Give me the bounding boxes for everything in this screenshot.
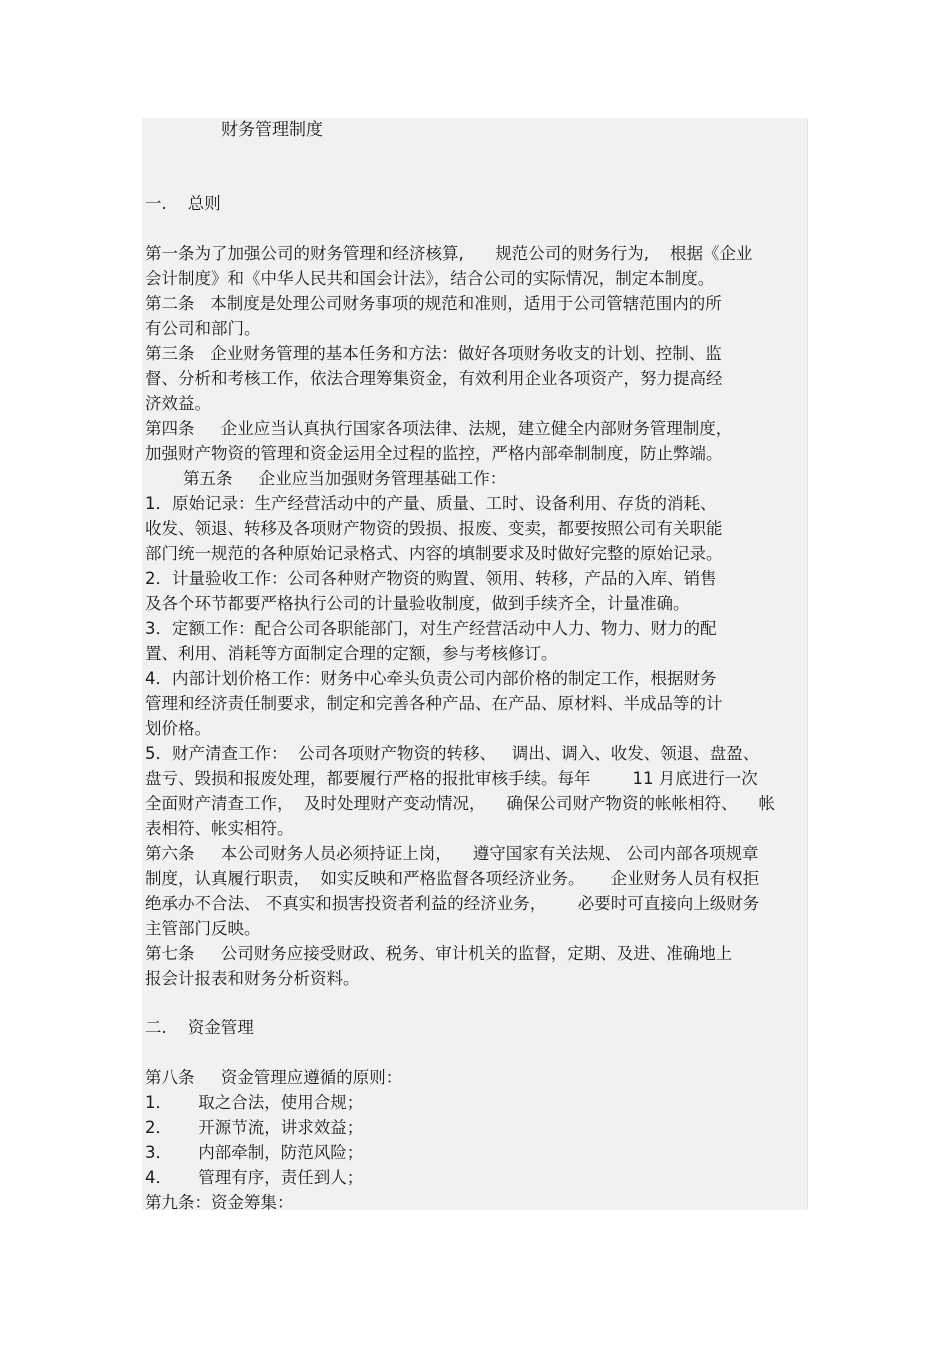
text-line: 及各个环节都要严格执行公司的计量验收制度，做到手续齐全，计量准确。 [145, 594, 690, 613]
section-heading-funds: 二. 资金管理 [145, 1018, 254, 1037]
text-line: 3．定额工作：配合公司各职能部门，对生产经营活动中人力、物力、财力的配 [145, 619, 717, 638]
text-line: 第一条为了加强公司的财务管理和经济核算, 规范公司的财务行为, 根据《企业 [145, 244, 753, 263]
text-line: 5．财产清查工作： 公司各项财产物资的转移、 调出、调入、收发、领退、盘盈、 [145, 744, 760, 763]
text-line: 2．计量验收工作：公司各种财产物资的购置、领用、转移，产品的入库、销售 [145, 569, 717, 588]
text-line: 第七条 公司财务应接受财政、税务、审计机关的监督，定期、及进、准确地上 [145, 944, 733, 963]
text-line: 制度，认真履行职责， 如实反映和严格监督各项经济业务。 企业财务人员有权拒 [145, 869, 760, 888]
text-line: 1． 取之合法，使用合规； [145, 1093, 364, 1112]
text-line: 加强财产物资的管理和资金运用全过程的监控，严格内部牵制制度，防止弊端。 [145, 444, 723, 463]
text-line: 管理和经济责任制要求，制定和完善各种产品、在产品、原材料、半成品等的计 [145, 694, 723, 713]
text-line: 第二条 本制度是处理公司财务事项的规范和准则，适用于公司管辖范围内的所 [145, 294, 722, 313]
text-line: 盘亏、毁损和报废处理，都要履行严格的报批审核手续。每年 11 月底进行一次 [145, 769, 758, 788]
text-line: 4． 管理有序，责任到人； [145, 1168, 364, 1187]
text-line: 第八条 资金管理应遵循的原则： [145, 1068, 403, 1087]
text-line: 4．内部计划价格工作：财务中心牵头负责公司内部价格的制定工作，根据财务 [145, 669, 717, 688]
document-page [142, 118, 808, 1210]
text-line: 有公司和部门。 [145, 319, 261, 338]
text-line: 第四条 企业应当认真执行国家各项法律、法规，建立健全内部财务管理制度， [145, 419, 733, 438]
section-body-funds [145, 1065, 402, 1210]
text-line: 会计制度》和《中华人民共和国会计法》，结合公司的实际情况，制定本制度。 [145, 269, 715, 288]
text-line: 绝承办不合法、 不真实和损害投资者利益的经济业务， 必要时可直接向上级财务 [145, 894, 760, 913]
text-line: 划价格。 [145, 719, 211, 738]
text-line: 第五条 企业应当加强财务管理基础工作： [183, 469, 507, 488]
text-line: 全面财产清查工作， 及时处理财产变动情况， 确保公司财产物资的帐帐相符、 帐 [145, 794, 775, 813]
text-line: 济效益。 [145, 394, 211, 413]
page-title: 财务管理制度 [221, 120, 323, 140]
text-line: 部门统一规范的各种原始记录格式、内容的填制要求及时做好完整的原始记录。 [145, 544, 723, 563]
text-line: 3． 内部牵制，防范风险； [145, 1143, 364, 1162]
text-line: 主管部门反映。 [145, 919, 261, 938]
text-line: 置、利用、消耗等方面制定合理的定额，参与考核修订。 [145, 644, 558, 663]
section-heading-general: 一. 总则 [145, 194, 221, 213]
text-line: 第三条 企业财务管理的基本任务和方法：做好各项财务收支的计划、控制、监 [145, 344, 722, 363]
text-line: 第六条 本公司财务人员必须持证上岗， 遵守国家有关法规、 公司内部各项规章 [145, 844, 759, 863]
text-line: 督、分析和考核工作，依法合理筹集资金，有效利用企业各项资产，努力提高经 [145, 369, 723, 388]
text-line: 报会计报表和财务分析资料。 [145, 969, 360, 988]
text-line: 第九条：资金筹集： [145, 1193, 294, 1210]
text-line: 收发、领退、转移及各项财产物资的毁损、报废、变卖，都要按照公司有关职能 [145, 519, 723, 538]
text-line: 1．原始记录：生产经营活动中的产量、质量、工时、设备利用、存货的消耗、 [145, 494, 717, 513]
text-line: 表相符、帐实相符。 [145, 819, 294, 838]
section-body-general [145, 241, 775, 991]
text-line: 2． 开源节流，讲求效益； [145, 1118, 364, 1137]
